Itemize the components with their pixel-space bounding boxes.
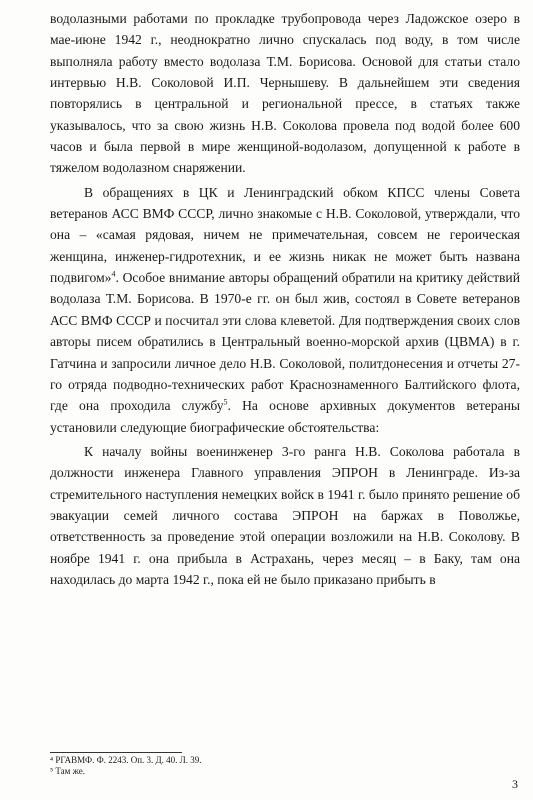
paragraph-text: . Особое внимание авторы обращений обратили на критику действий водолаза Т.М. Борисова. В 1970-е гг. он был жив, состоял в Совете ветеранов АСС ВМФ СССР и посчитал эти слова клеветой. Для подтверждения своих слов авторы писем обратились в Центральный военно-морской архив (ЦВМА) в г. Гатчина и запросили личное дело Н.В. Соколовой, политдонесения и отчеты 27-го отряда подводно-технических работ Краснознаменного Балтийского флота, где она проходила службу (50, 270, 520, 414)
paragraph-text: . На основе архивных документов ветераны установили следующие биографические обстоятельства: (50, 398, 520, 435)
paragraph-continuation (50, 8, 520, 179)
paragraph-text: В обращениях в ЦК и Ленинградский обком КПСС члены Совета ветеранов АСС ВМФ СССР, лично знакомые с Н.В. Соколовой, утверждали, что она – «самая рядовая, ничем не примечательная, совсем не героическая женщина, инженер-гидротехник, и ее жизнь никак не может быть названа подвигом» (50, 184, 520, 286)
paragraph-text: водолазными работами по прокладке трубопровода через Ладожское озеро в мае-июне 1942 г., неоднократно лично спускалась под воду, в том числе выполняла работу вместо водолаза Т.М. Борисова. Основой для статьи стало интервью Н.В. Соколовой И.П. Чернышеву. В дальнейшем эти сведения повторялись в центральной и региональной прессе, в статьях также указывалось, что за свою жизнь Н.В. Соколова провела под водой более 600 часов и была первой в мире женщиной-водолазом, допущенной к работе в тяжелом водолазном снаряжении. (50, 11, 520, 176)
paragraph-war-start (50, 441, 520, 590)
page-number: 3 (512, 777, 518, 791)
footnote-divider (50, 752, 182, 753)
footnote-5: ⁵ Там же. (50, 766, 85, 776)
body-text (50, 8, 520, 590)
footnote-ref[interactable]: 4 (111, 269, 116, 279)
paragraph-veterans-appeal (50, 182, 520, 438)
footnote-4: ⁴ РГАВМФ. Ф. 2243. Оп. 3. Д. 40. Л. 39. (50, 755, 202, 765)
footnotes (50, 755, 520, 777)
paragraph-text: К началу войны военинженер 3-го ранга Н.В. Соколова работала в должности инженера Главного управления ЭПРОН в Ленинграде. Из-за стремительного наступления немецких войск в 1941 г. было принято решение об эвакуации семей личного состава ЭПРОН на баржах в Поволжье, ответственность за проведение этой операции возложили на Н.В. Соколову. В ноябре 1941 г. она прибыла в Астрахань, через месяц – в Баку, там она находилась до марта 1942 г., пока ей не было приказано прибыть в (50, 443, 520, 587)
footnote-ref[interactable]: 5 (223, 397, 228, 407)
